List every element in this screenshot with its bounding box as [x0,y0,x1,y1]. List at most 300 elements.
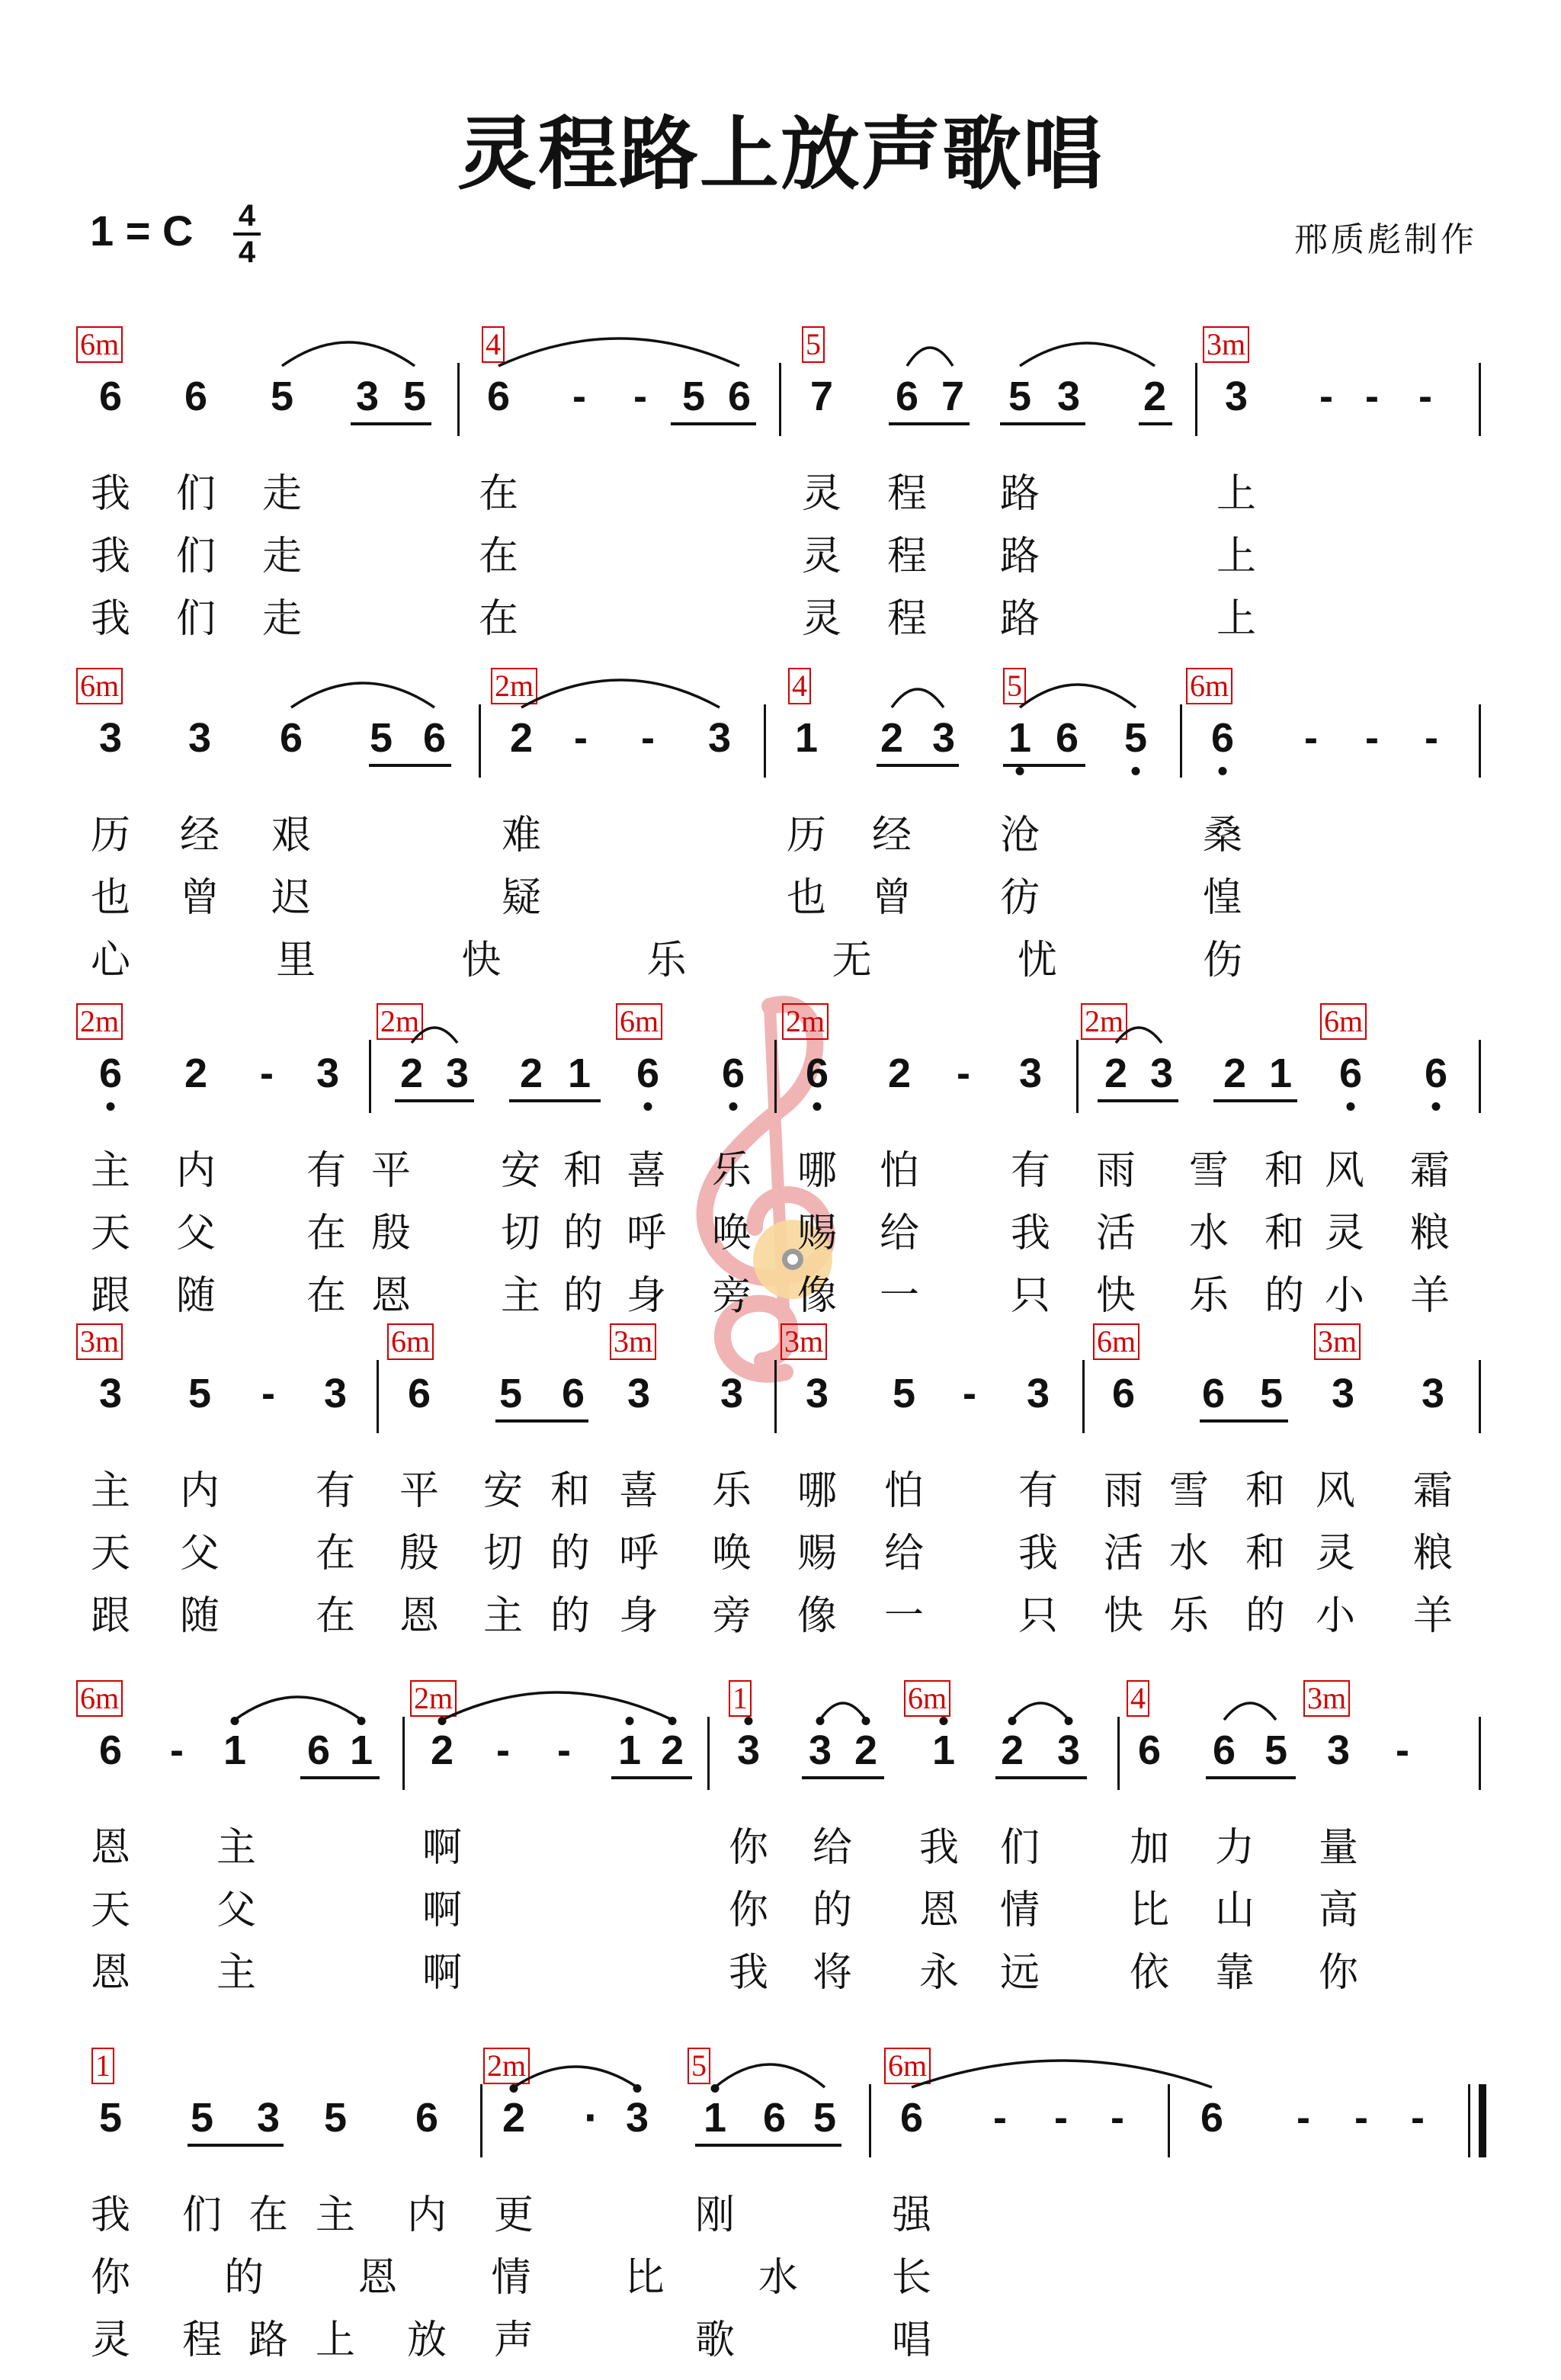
lyric-char: 沧 [999,813,1040,858]
note: 2 [854,1727,878,1773]
note: 5 [1008,374,1032,419]
lyric-char: 活 [1103,1531,1144,1577]
sustain-dash: - [641,715,655,761]
meter-top: 4 [238,199,256,233]
note: 2 [509,715,534,761]
sustain-dash: - [1319,374,1333,419]
note: 6 [279,715,303,761]
lyric-char: 恩 [399,1593,440,1639]
note: 2 [1143,374,1167,419]
lyric-char: 路 [248,2317,289,2363]
lyric-char: 力 [1214,1825,1255,1871]
tie-slur [442,1692,672,1720]
note: 6 [98,1727,123,1773]
note: 6 [895,374,919,419]
lyric-char: 强 [891,2192,932,2238]
note: 1 [703,2095,727,2141]
note: 3 [1056,374,1081,419]
lyric-char: 程 [886,534,928,579]
lyric-char: 有 [306,1148,347,1194]
lyric-char: 唤 [711,1211,752,1256]
lyric-char: 霜 [1412,1468,1454,1514]
lyric-char: 和 [563,1148,604,1194]
lyric-char: 在 [248,2192,289,2238]
sustain-dash: - [1304,715,1318,761]
sustain-dash: - [1425,715,1438,761]
chord-symbol: 5 [688,2048,710,2084]
tie-slur [820,1703,866,1720]
chord-symbol: 4 [482,326,505,363]
chord-symbol: 2m [483,2048,530,2084]
lyric-char: 快 [1103,1593,1144,1639]
lyric-char: 迟 [271,875,312,921]
note: 7 [809,374,834,419]
lyric-char: 伤 [1202,938,1243,983]
lyric-char: 和 [1264,1211,1305,1256]
chord-symbol: 5 [802,326,825,363]
note: 2 [1104,1050,1128,1096]
chord-symbol: 2m [410,1680,457,1717]
lyric-char: 我 [90,2192,131,2238]
note: 3 [931,715,956,761]
lyric-char: 在 [306,1273,347,1319]
lyric-char: 无 [832,938,872,983]
lyric-char: 殷 [370,1211,412,1256]
tie-slur [498,338,739,366]
lyric-char: 跟 [90,1273,131,1319]
lyric-char: 只 [1010,1273,1051,1319]
lyric-char: 内 [179,1468,220,1514]
note: 5 [681,374,706,419]
lyric-char: 也 [90,875,131,921]
lyric-char: 内 [406,2192,447,2238]
note: 1 [794,715,819,761]
lyric-char: 桑 [1202,813,1243,858]
lyric-char: 小 [1315,1593,1356,1639]
tie-slur [1012,1703,1069,1720]
note: 5 [813,2095,837,2141]
lyric-char: 父 [216,1888,257,1933]
lyric-char: 走 [261,534,303,579]
lyric-char: 你 [728,1825,769,1871]
lyric-char: 走 [261,596,303,642]
lyric-char: 的 [550,1593,591,1639]
lyric-char: 曾 [871,875,912,921]
lyric-char: 喜 [618,1468,659,1514]
note: 1 [1008,715,1032,761]
lyric-char: 你 [90,2255,131,2301]
lyric-char: 和 [1245,1531,1286,1577]
chord-symbol: 3m [1303,1680,1350,1717]
note: 3 [805,1371,829,1416]
note: 3 [625,2095,649,2141]
chord-symbol: 6m [1320,1003,1367,1040]
tie-slur [514,2067,637,2087]
lyric-char: 情 [491,2255,531,2301]
lyric-char: 们 [181,2192,223,2238]
note: 2 [1000,1727,1024,1773]
note: 1 [567,1050,591,1096]
lyric-char: 呼 [626,1211,667,1256]
lyric-char: 怕 [883,1468,925,1514]
lyric-char: 比 [624,2255,665,2301]
note: 2 [1223,1050,1247,1096]
note: 6 [721,1050,745,1096]
chord-symbol: 2m [377,1003,423,1040]
sustain-dash: - [993,2095,1007,2141]
lyric-char: 随 [179,1593,220,1639]
lyric-char: 灵 [1315,1531,1356,1577]
lyric-char: 的 [1264,1273,1305,1319]
sustain-dash: - [1054,2095,1068,2141]
tie-slur [912,2061,1212,2087]
note: 3 [707,715,732,761]
lyric-char: 乐 [1188,1273,1229,1319]
lyric-char: 刚 [694,2192,736,2238]
sustain-dash: - [633,374,647,419]
lyric-char: 粮 [1412,1531,1454,1577]
lyric-char: 程 [886,471,928,517]
note: 6 [422,715,447,761]
note: 3 [445,1050,470,1096]
note: 5 [892,1371,916,1416]
chord-symbol: 3m [76,1323,123,1360]
note: 6 [805,1050,829,1096]
lyric-char: 彷 [999,875,1040,921]
lyric-char: 情 [999,1888,1040,1933]
chord-symbol: 4 [788,668,811,704]
lyric-char: 灵 [90,2317,131,2363]
lyric-char: 主 [216,1950,257,1996]
note: 6 [1201,1371,1226,1416]
chord-symbol: 6m [1186,668,1232,704]
lyric-char: 父 [179,1531,220,1577]
lyric-char: 切 [500,1211,541,1256]
note: 1 [931,1727,956,1773]
note: 5 [98,2095,123,2141]
chord-symbol: 6m [76,668,123,704]
lyric-char: 平 [370,1148,412,1194]
lyric-char: 经 [179,813,220,858]
note: 3 [355,374,380,419]
sustain-dash: - [1365,374,1379,419]
lyric-char: 灵 [1324,1211,1365,1256]
chord-symbol: 2m [1081,1003,1127,1040]
lyric-char: 快 [461,938,502,983]
lyric-char: 我 [728,1950,769,1996]
lyric-char: 雨 [1103,1468,1144,1514]
note: 2 [880,715,904,761]
note: 6 [407,1371,431,1416]
lyric-char: 雪 [1168,1468,1210,1514]
lyric-char: 恩 [90,1950,131,1996]
lyric-char: 里 [276,938,316,983]
lyric-char: 霜 [1409,1148,1450,1194]
meter-bottom: 4 [238,236,256,269]
lyric-char: 上 [1216,534,1257,579]
lyric-char: 惶 [1202,875,1243,921]
lyric-char: 粮 [1409,1211,1450,1256]
chord-symbol: 6m [884,2048,931,2084]
chord-symbol: 6m [76,326,123,363]
tie-slur [907,348,953,366]
lyric-char: 天 [90,1888,131,1933]
lyric-char: 我 [1018,1531,1059,1577]
note: 3 [627,1371,651,1416]
sustain-dash: - [557,1727,571,1773]
note: 5 [270,374,294,419]
note: 6 [1137,1727,1162,1773]
lyric-char: 天 [90,1211,131,1256]
lyric-char: 哪 [797,1148,838,1194]
tie-slur [715,2064,825,2087]
lyric-char: 放 [406,2317,447,2363]
lyric-char: 们 [999,1825,1040,1871]
lyric-char: 啊 [422,1950,463,1996]
note: 2 [887,1050,912,1096]
lyric-char: 给 [879,1211,920,1256]
lyric-char: 在 [478,534,519,579]
sustain-dash: - [1111,2095,1124,2141]
note: 6 [636,1050,660,1096]
lyric-char: 恩 [90,1825,131,1871]
note: 5 [188,1371,212,1416]
lyric-char: 加 [1129,1825,1170,1871]
lyric-char: 路 [999,471,1040,517]
tie-slur [282,342,415,366]
chord-symbol: 1 [729,1680,752,1717]
lyric-char: 怕 [879,1148,920,1194]
chord-symbol: 4 [1127,1680,1149,1717]
lyric-char: 羊 [1412,1593,1454,1639]
chord-symbol: 3m [1314,1323,1361,1360]
note: 6 [1055,715,1079,761]
note: 6 [306,1727,331,1773]
lyric-char: 乐 [646,938,687,983]
note: 6 [899,2095,924,2141]
lyric-char: 乐 [1168,1593,1210,1639]
chord-symbol: 1 [91,2048,114,2084]
lyric-char: 一 [879,1273,920,1319]
note: 6 [415,2095,439,2141]
lyric-char: 雪 [1188,1148,1229,1194]
lyric-char: 路 [999,534,1040,579]
lyric-char: 在 [478,596,519,642]
lyric-char: 身 [618,1593,659,1639]
lyric-char: 像 [797,1593,838,1639]
lyric-char: 我 [1010,1211,1051,1256]
chord-symbol: 6m [76,1680,123,1717]
author-credit: 邢质彪制作 [1294,220,1477,259]
note: 3 [1018,1050,1043,1096]
sustain-dash: - [1418,374,1432,419]
lyric-char: 我 [918,1825,960,1871]
lyric-char: 呼 [618,1531,659,1577]
lyric-char: 灵 [801,596,842,642]
lyric-char: 声 [493,2317,534,2363]
lyric-char: 更 [493,2192,534,2238]
tie-slur [412,1028,457,1043]
sustain-dash: - [574,715,588,761]
lyric-char: 曾 [179,875,220,921]
lyric-char: 像 [797,1273,838,1319]
lyric-char: 难 [501,813,542,858]
tie-slur [1020,343,1155,366]
lyric-char: 一 [883,1593,925,1639]
note: 1 [223,1727,247,1773]
lyric-char: 靠 [1214,1950,1255,1996]
lyric-char: 上 [1216,596,1257,642]
lyric-char: 你 [728,1888,769,1933]
note: 2 [184,1050,208,1096]
lyric-char: 历 [90,813,131,858]
chord-symbol: 2m [782,1003,829,1040]
lyric-char: 我 [90,534,131,579]
note: 3 [316,1050,340,1096]
sustain-dash: - [963,1371,976,1416]
note: 3 [1026,1371,1050,1416]
lyric-char: 切 [482,1531,524,1577]
sustain-dash: - [260,1050,274,1096]
note: 6 [1338,1050,1363,1096]
lyric-char: 上 [1216,471,1257,517]
note: 6 [1212,1727,1236,1773]
lyric-char: 身 [626,1273,667,1319]
tie-slur [892,689,944,707]
chord-symbol: 2m [491,668,537,704]
lyric-char: 内 [175,1148,216,1194]
sustain-dash: - [1365,715,1379,761]
lyric-char: 父 [175,1211,216,1256]
lyric-char: 和 [1264,1148,1305,1194]
lyric-char: 在 [315,1593,356,1639]
lyric-char: 忧 [1017,938,1057,983]
note: 7 [941,374,965,419]
lyric-char: 的 [563,1211,604,1256]
lyric-char: 跟 [90,1593,131,1639]
sustain-dash: - [1396,1727,1409,1773]
sustain-dash: - [572,374,586,419]
lyric-char: 依 [1129,1950,1170,1996]
lyric-char: 风 [1324,1148,1365,1194]
lyric-char: 给 [883,1531,925,1577]
lyric-char: 比 [1129,1888,1170,1933]
note: 3 [1331,1371,1355,1416]
lyric-char: 我 [90,596,131,642]
song-title: 灵程路上放声歌唱 [457,107,1104,200]
lyric-char: 喜 [626,1148,667,1194]
lyric-char: 主 [90,1148,131,1194]
note: 3 [323,1371,348,1416]
note: · [584,2092,599,2143]
lyric-char: 小 [1324,1273,1365,1319]
lyric-char: 们 [175,596,216,642]
note: 2 [660,1727,684,1773]
chord-symbol: 6m [616,1003,662,1040]
lyric-char: 山 [1214,1888,1255,1933]
lyric-char: 你 [1318,1950,1359,1996]
lyric-char: 歌 [694,2317,736,2363]
lyric-char: 长 [891,2255,932,2301]
lyric-char: 永 [918,1950,960,1996]
note: 1 [1268,1050,1293,1096]
lyric-char: 平 [399,1468,440,1514]
lyric-char: 恩 [357,2255,398,2301]
lyric-char: 将 [812,1950,853,1996]
lyric-char: 羊 [1409,1273,1450,1319]
lyric-char: 殷 [399,1531,440,1577]
lyric-char: 恩 [918,1888,960,1933]
lyric-char: 程 [181,2317,223,2363]
lyric-char: 快 [1095,1273,1136,1319]
note: 1 [349,1727,373,1773]
note: 3 [98,1371,123,1416]
lyric-char: 水 [1188,1211,1229,1256]
lyric-char: 在 [315,1531,356,1577]
note: 5 [369,715,393,761]
tie-slur [1116,1028,1162,1043]
note: 6 [1200,2095,1224,2141]
lyric-char: 们 [175,471,216,517]
note: 6 [98,1050,123,1096]
sustain-dash: - [170,1727,184,1773]
lyric-char: 的 [563,1273,604,1319]
chord-symbol: 6m [904,1680,950,1717]
lyric-char: 旁 [711,1273,752,1319]
lyric-char: 赐 [797,1531,838,1577]
lyric-char: 乐 [711,1468,752,1514]
note: 5 [323,2095,348,2141]
note: 6 [727,374,752,419]
sustain-dash: - [496,1727,510,1773]
chord-symbol: 2m [76,1003,123,1040]
note: 6 [184,374,208,419]
lyric-char: 唱 [891,2317,932,2363]
lyric-char: 安 [482,1468,524,1514]
note: 6 [486,374,511,419]
lyric-char: 乐 [711,1148,752,1194]
tie-slur [521,680,720,707]
lyric-char: 啊 [422,1888,463,1933]
lyric-char: 历 [786,813,827,858]
lyric-char: 路 [999,596,1040,642]
note: 6 [561,1371,585,1416]
note: 5 [190,2095,214,2141]
lyric-char: 给 [812,1825,853,1871]
lyric-char: 的 [550,1531,591,1577]
note: 5 [1259,1371,1284,1416]
lyric-char: 和 [550,1468,591,1514]
lyric-char: 的 [812,1888,853,1933]
chord-symbol: 6m [387,1323,434,1360]
lyric-char: 水 [758,2255,798,2301]
lyric-char: 量 [1318,1825,1359,1871]
lyric-char: 程 [886,596,928,642]
tie-slur [235,1697,361,1720]
note: 1 [617,1727,642,1773]
lyric-char: 远 [999,1950,1040,1996]
lyric-char: 风 [1315,1468,1356,1514]
note: 5 [402,374,427,419]
lyric-char: 艰 [271,813,312,858]
chord-symbol: 5 [1003,668,1026,704]
note: 2 [399,1050,424,1096]
lyric-char: 在 [306,1211,347,1256]
chord-symbol: 3m [780,1323,827,1360]
lyric-char: 哪 [797,1468,838,1514]
lyric-char: 我 [90,471,131,517]
lyric-char: 灵 [801,471,842,517]
